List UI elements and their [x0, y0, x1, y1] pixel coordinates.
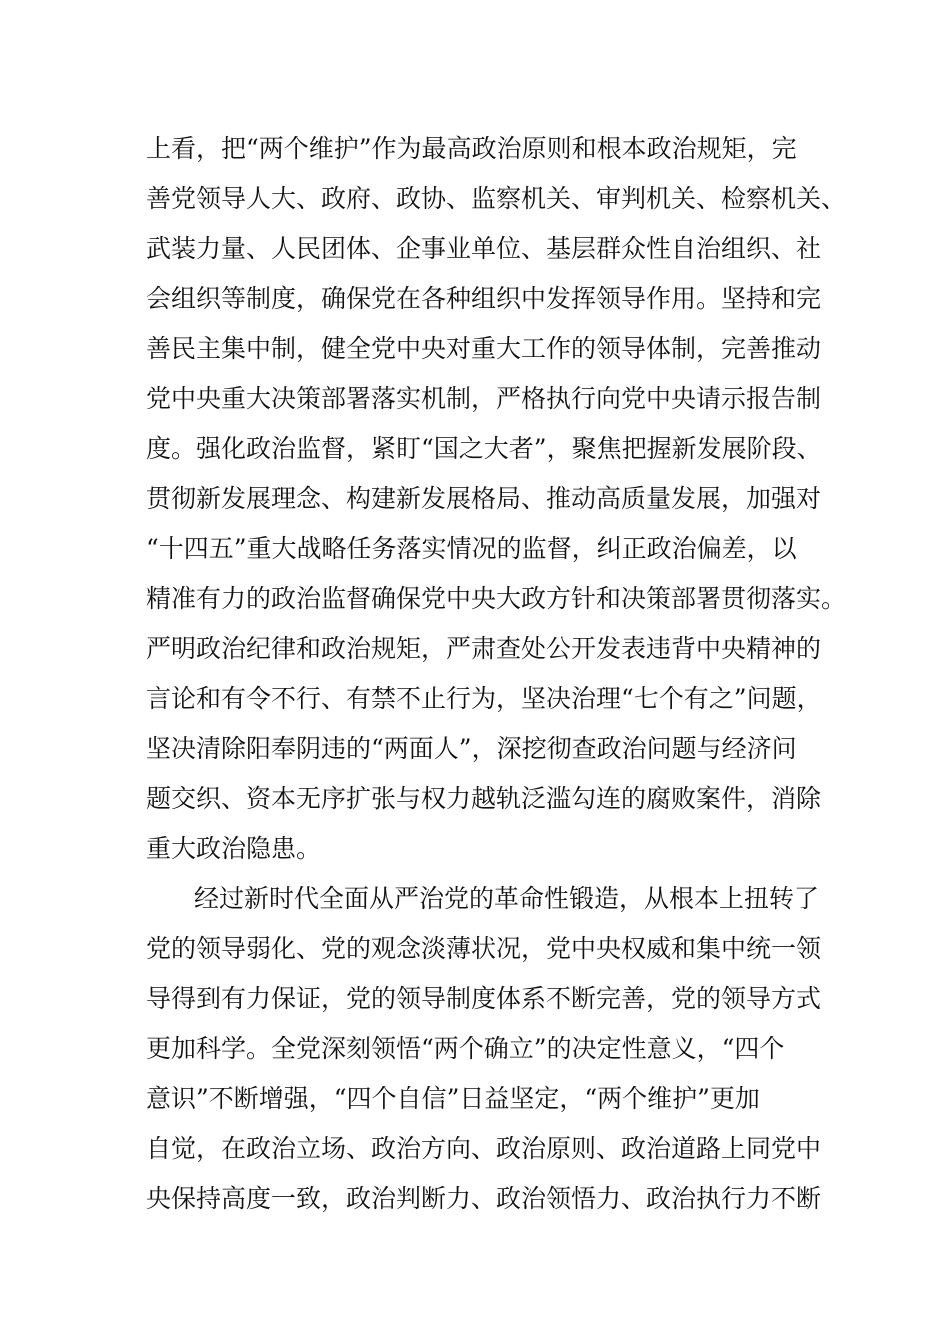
text-line: 央保持高度一致，政治判断力、政治领悟力、政治执行力不断 — [146, 1184, 822, 1213]
text-line: 坚决清除阳奉阴违的“两面人”，深挖彻查政治问题与经济问 — [146, 734, 797, 763]
text-line: “十四五”重大战略任务落实情况的监督，纠正政治偏差，以 — [146, 534, 797, 563]
text-line: 言论和有令不行、有禁不止行为，坚决治理“七个有之”问题， — [146, 684, 822, 713]
paragraph-first-line: 经过新时代全面从严治党的革命性锻造，从根本上扭转了 — [194, 884, 820, 913]
text-line: 党的领导弱化、党的观念淡薄状况，党中央权威和集中统一领 — [146, 934, 822, 963]
text-line: 严明政治纪律和政治规矩，严肃查处公开发表违背中央精神的 — [146, 634, 822, 663]
text-line: 贯彻新发展理念、构建新发展格局、推动高质量发展，加强对 — [146, 484, 822, 513]
text-line: 善民主集中制，健全党中央对重大工作的领导体制，完善推动 — [146, 334, 822, 363]
text-line: 党中央重大决策部署落实机制，严格执行向党中央请示报告制 — [146, 384, 822, 413]
text-line: 更加科学。全党深刻领悟“两个确立”的决定性意义，“四个 — [146, 1034, 785, 1063]
text-line: 导得到有力保证，党的领导制度体系不断完善，党的领导方式 — [146, 984, 822, 1013]
text-line: 重大政治隐患。 — [146, 834, 322, 863]
text-line: 度。强化政治监督，紧盯“国之大者”，聚焦把握新发展阶段、 — [146, 434, 822, 463]
text-line: 自觉，在政治立场、政治方向、政治原则、政治道路上同党中 — [146, 1134, 822, 1163]
text-line: 善党领导人大、政府、政协、监察机关、审判机关、检察机关、 — [146, 184, 847, 213]
text-line: 武装力量、人民团体、企事业单位、基层群众性自治组织、社 — [146, 234, 822, 263]
text-line: 上看，把“两个维护”作为最高政治原则和根本政治规矩，完 — [146, 134, 797, 163]
text-line: 会组织等制度，确保党在各种组织中发挥领导作用。坚持和完 — [146, 284, 822, 313]
text-line: 题交织、资本无序扩张与权力越轨泛滥勾连的腐败案件，消除 — [146, 784, 822, 813]
text-line: 意识”不断增强，“四个自信”日益坚定，“两个维护”更加 — [146, 1084, 760, 1113]
text-line: 精准有力的政治监督确保党中央大政方针和决策部署贯彻落实。 — [146, 584, 847, 613]
